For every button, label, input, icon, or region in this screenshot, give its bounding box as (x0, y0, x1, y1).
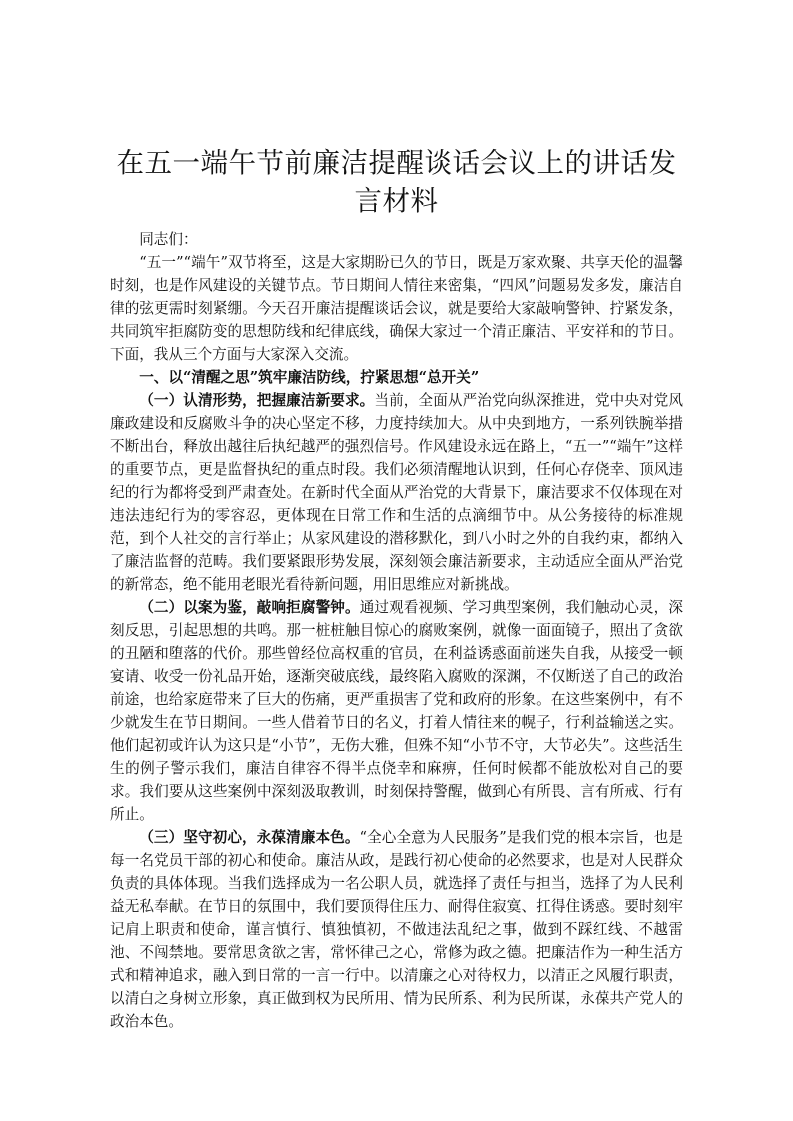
part-3-heading: （三）坚守初心，永葆清廉本色。 (139, 829, 360, 846)
part-2-text: 通过观看视频、学习典型案例，我们触动心灵，深刻反思，引起思想的共鸣。那一桩桩触目惊心的腐败案例，就像一面面镜子，照出了贪欲的丑陋和堕落的代价。那些曾经位高权重的官员，在利益诱惑面前迷失自我，从接受一顿宴请、收受一份礼品开始，逐渐突破底线，最终陷入腐败的深渊，不仅断送了自己的政治前途，也给家庭带来了巨大的伤痛，更严重损害了党和政府的形象。在这些案例中，有不少就发生在节日期间。一些人借着节日的名义，打着人情往来的幌子，行利益输送之实。他们起初或许认为这只是“小节”，无伤大雅，但殊不知“小节不守，大节必失”。这些活生生的例子警示我们，廉洁自律容不得半点侥幸和麻痹，任何时候都不能放松对自己的要求。我们要从这些案例中深刻汲取教训，时刻保持警醒，做到心有所畏、言有所戒、行有所止。 (110, 599, 683, 823)
paragraph-part-1 (110, 389, 683, 596)
document-body (110, 228, 683, 1033)
paragraph-part-2 (110, 596, 683, 826)
section-heading-1: 一、以“清醒之思”筑牢廉洁防线，拧紧思想“总开关” (139, 369, 480, 386)
salutation: 同志们： (139, 231, 198, 248)
paragraph-part-3 (110, 826, 683, 1033)
part-1-heading: （一）认清形势，把握廉洁新要求。 (139, 392, 375, 409)
document-title: 在五一端午节前廉洁提醒谈话会议上的讲话发言材料 (116, 147, 677, 217)
part-3-text: “全心全意为人民服务”是我们党的根本宗旨，也是每一名党员干部的初心和使命。廉洁从政，是践行初心使命的必然要求，也是对人民群众负责的具体体现。当我们选择成为一名公职人员，就选择了责任与担当，选择了为人民利益无私奉献。在节日的氛围中，我们要顶得住压力、耐得住寂寞、扛得住诱惑。要时刻牢记肩上职责和使命，谨言慎行、慎独慎初，不做违法乱纪之事，做到不踩红线、不越雷池、不闯禁地。要常思贪欲之害，常怀律己之心，常修为政之德。把廉洁作为一种生活方式和精神追求，融入到日常的一言一行中。以清廉之心对待权力，以清正之风履行职责，以清白之身树立形象，真正做到权为民所用、情为民所系、利为民所谋，永葆共产党人的政治本色。 (110, 829, 683, 1030)
intro-paragraph: “五一”“端午”双节将至，这是大家期盼已久的节日，既是万家欢聚、共享天伦的温馨时刻，也是作风建设的关键节点。节日期间人情往来密集，“四风”问题易发多发，廉洁自律的弦更需时刻紧绷。今天召开廉洁提醒谈话会议，就是要给大家敲响警钟、拧紧发条，共同筑牢拒腐防变的思想防线和纪律底线，确保大家过一个清正廉洁、平安祥和的节日。下面，我从三个方面与大家深入交流。 (110, 254, 683, 363)
part-1-text: 当前，全面从严治党向纵深推进，党中央对党风廉政建设和反腐败斗争的决心坚定不移，力度持续加大。从中央到地方，一系列铁腕举措不断出台，释放出越往后执纪越严的强烈信号。作风建设永远在路上，“五一”“端午”这样的重要节点，更是监督执纪的重点时段。我们必须清醒地认识到，任何心存侥幸、顶风违纪的行为都将受到严肃查处。在新时代全面从严治党的大背景下，廉洁要求不仅体现在对违法违纪行为的零容忍，更体现在日常工作和生活的点滴细节中。从公务接待的标准规范，到个人社交的言行举止；从家风建设的潜移默化，到八小时之外的自我约束，都纳入了廉洁监督的范畴。我们要紧跟形势发展，深刻领会廉洁新要求，主动适应全面从严治党的新常态，绝不能用老眼光看待新问题，用旧思维应对新挑战。 (110, 392, 683, 593)
part-2-heading: （二）以案为鉴，敲响拒腐警钟。 (139, 599, 360, 616)
